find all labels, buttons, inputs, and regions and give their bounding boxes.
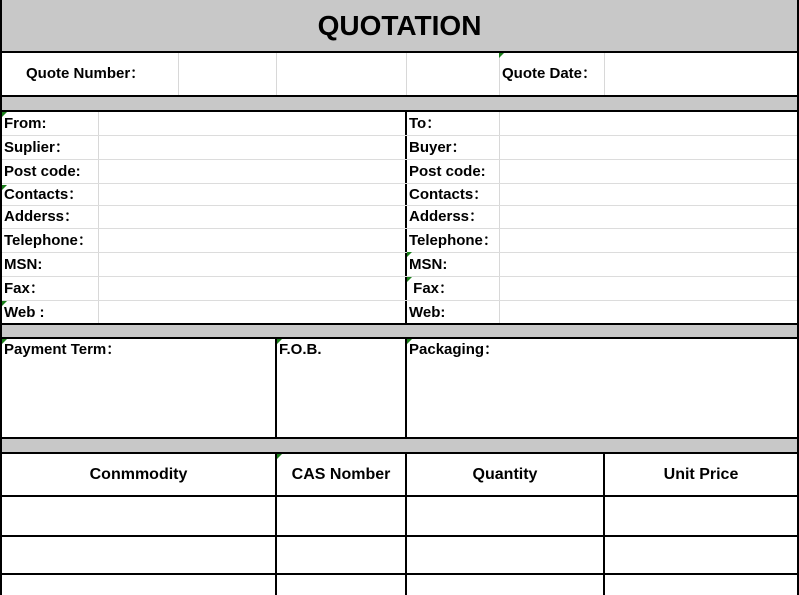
from-contacts-label: Contacts：: [4, 186, 84, 203]
from-fax-label: Fax：: [4, 280, 45, 297]
to-post-code-label: Post code:: [409, 163, 486, 180]
to-fax-label: Fax：: [409, 280, 455, 297]
quote-number-field[interactable]: [180, 54, 404, 94]
table-row[interactable]: [2, 575, 797, 595]
to-address-label: Adderss：: [409, 208, 485, 225]
to-msn-label: MSN:: [409, 256, 448, 273]
grid-line: [499, 53, 500, 95]
from-value-fields[interactable]: [100, 112, 404, 322]
border-line: [405, 110, 407, 324]
border-line: [0, 437, 799, 439]
packaging-label: Packaging：: [409, 341, 500, 358]
grid-line: [604, 53, 605, 95]
border-line: [0, 51, 799, 53]
quote-number-label: Quote Number：: [26, 65, 146, 82]
commodity-header: Conmmodity: [89, 466, 188, 483]
border-line: [0, 452, 799, 454]
border-line: [0, 337, 799, 339]
page-title: QUOTATION: [317, 10, 482, 41]
to-contacts-label: Contacts：: [409, 186, 489, 203]
grid-line: [98, 112, 99, 323]
cas-number-header: CAS Nomber: [291, 466, 391, 483]
grid-line: [178, 53, 179, 95]
grid-line: [499, 112, 500, 323]
separator-band: [0, 96, 799, 110]
border-line: [0, 323, 799, 325]
border-line: [0, 95, 799, 97]
fob-label: F.O.B.: [279, 341, 322, 358]
to-web-label: Web:: [409, 304, 446, 321]
to-telephone-label: Telephone：: [409, 232, 498, 249]
border-line: [405, 337, 407, 438]
to-label: To：: [409, 115, 442, 132]
quote-date-field[interactable]: [606, 54, 796, 94]
table-row[interactable]: [2, 537, 797, 573]
quantity-header: Quantity: [472, 466, 538, 483]
table-row[interactable]: [2, 497, 797, 535]
cell-marker: [499, 53, 504, 58]
from-label: From:: [4, 115, 47, 132]
supplier-label: Suplier：: [4, 139, 70, 156]
cell-marker: [277, 454, 282, 459]
separator-band: [0, 438, 799, 452]
unit-price-header: Unit Price: [663, 466, 739, 483]
border-line: [275, 337, 277, 438]
buyer-label: Buyer：: [409, 139, 467, 156]
payment-term-label: Payment Term：: [4, 341, 122, 358]
quote-date-label: Quote Date：: [502, 65, 598, 82]
from-post-code-label: Post code:: [4, 163, 81, 180]
to-value-fields[interactable]: [501, 112, 796, 322]
separator-band: [0, 324, 799, 337]
from-msn-label: MSN:: [4, 256, 43, 273]
grid-line: [406, 53, 407, 95]
from-address-label: Adderss：: [4, 208, 80, 225]
from-telephone-label: Telephone：: [4, 232, 93, 249]
from-web-label: Web :: [4, 304, 45, 321]
